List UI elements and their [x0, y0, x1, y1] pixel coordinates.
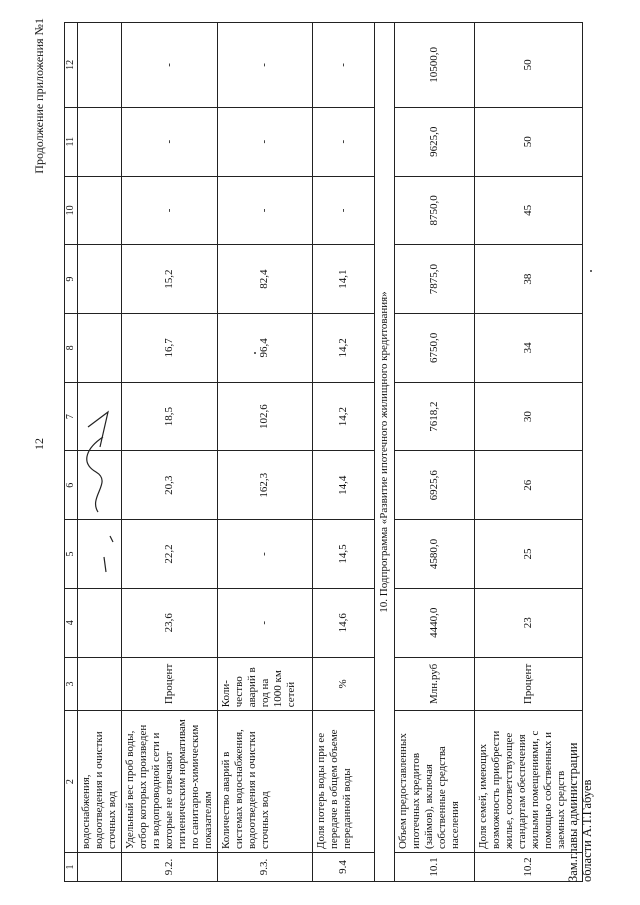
value-cell: -: [121, 23, 217, 108]
value-cell: -: [121, 107, 217, 176]
row-number: [78, 853, 122, 882]
value-cell: 23: [474, 588, 582, 657]
value-cell: 18,5: [121, 382, 217, 451]
col-num: 5: [65, 520, 78, 589]
table-row: [217, 23, 312, 882]
col-num: 7: [65, 382, 78, 451]
value-cell: 14,4: [312, 451, 374, 520]
value-cell: 162,3: [217, 451, 312, 520]
value-cell: 7875,0: [394, 245, 474, 314]
col-num: 3: [65, 657, 78, 711]
value-cell: 14,6: [312, 588, 374, 657]
unit: %: [312, 657, 374, 711]
value-cell: 9625,0: [394, 107, 474, 176]
col-num: 11: [65, 107, 78, 176]
value-cell: 34: [474, 314, 582, 383]
row-number: 9.3.: [217, 853, 312, 882]
value-cell: 102,6: [217, 382, 312, 451]
value-cell: 30: [474, 382, 582, 451]
col-num: 10: [65, 176, 78, 245]
value-cell: [78, 176, 122, 245]
indicator-name: водоснабжения, водоотведения и очистки сточных вод: [78, 711, 122, 853]
value-cell: 45: [474, 176, 582, 245]
value-cell: 25: [474, 520, 582, 589]
value-cell: 50: [474, 107, 582, 176]
value-cell: 16,7: [121, 314, 217, 383]
scan-speck: [590, 270, 592, 272]
table-row: [312, 23, 374, 882]
value-cell: -: [121, 176, 217, 245]
value-cell: -: [217, 588, 312, 657]
unit: [78, 657, 122, 711]
value-cell: -: [312, 176, 374, 245]
indicator-name: Количество аварий в системах водоснабжения, водоотведения и очистки сточных вод: [217, 711, 312, 853]
unit: Процент: [121, 657, 217, 711]
value-cell: 82,4: [217, 245, 312, 314]
value-cell: -: [217, 520, 312, 589]
row-number: 10.2: [474, 853, 582, 882]
value-cell: [78, 23, 122, 108]
col-num: 8: [65, 314, 78, 383]
value-cell: 38: [474, 245, 582, 314]
col-num: 2: [65, 711, 78, 853]
indicators-table: [64, 22, 583, 882]
value-cell: 22,2: [121, 520, 217, 589]
col-num: 9: [65, 245, 78, 314]
signature-block: [566, 743, 595, 882]
value-cell: 50: [474, 23, 582, 108]
signature-title: Зам.главы администрации: [566, 742, 580, 882]
value-cell: 14,1: [312, 245, 374, 314]
value-cell: 26: [474, 451, 582, 520]
value-cell: 7618,2: [394, 382, 474, 451]
value-cell: -: [217, 176, 312, 245]
value-cell: 20,3: [121, 451, 217, 520]
value-cell: -: [312, 107, 374, 176]
value-cell: 6750,0: [394, 314, 474, 383]
value-cell: 23,6: [121, 588, 217, 657]
value-cell: [78, 107, 122, 176]
value-cell: 14,5: [312, 520, 374, 589]
value-cell: 14,2: [312, 382, 374, 451]
row-number: 10.1: [394, 853, 474, 882]
col-num: 1: [65, 853, 78, 882]
value-cell: 10500,0: [394, 23, 474, 108]
unit: Коли-чество аварий в год на 1000 км сетей: [217, 657, 312, 711]
value-cell: 4440,0: [394, 588, 474, 657]
continuation-label: Продолжение приложения №1: [32, 18, 46, 174]
value-cell: 15,2: [121, 245, 217, 314]
signature-name: области А.Т.Габуев: [580, 779, 595, 882]
value-cell: 8750,0: [394, 176, 474, 245]
unit: Млн.руб: [394, 657, 474, 711]
value-cell: -: [217, 107, 312, 176]
value-cell: 4580,0: [394, 520, 474, 589]
page-number: 12: [32, 438, 46, 450]
value-cell: -: [217, 23, 312, 108]
table-row: [394, 23, 474, 882]
scan-speck: [254, 352, 256, 354]
indicator-name: Удельный вес проб воды, отбор которых произведен из водопроводной сети и которые не отвечают гигиеническим нормативам по санитарно-химическим показателям: [121, 711, 217, 853]
unit: Процент: [474, 657, 582, 711]
value-cell: -: [312, 23, 374, 108]
col-num: 12: [65, 23, 78, 108]
row-number: 9.2.: [121, 853, 217, 882]
section-title: 10. Подпрограмма «Развитие ипотечного жилищного кредитования»: [374, 23, 394, 882]
rotated-content: [28, 12, 613, 882]
col-num: 4: [65, 588, 78, 657]
value-cell: 6925,6: [394, 451, 474, 520]
indicator-name: Доля потерь воды при ее передаче в общем объеме переданной воды: [312, 711, 374, 853]
value-cell: [78, 245, 122, 314]
indicator-name: Объем предоставленных ипотечных кредитов (займов), включая собственные средства населения: [394, 711, 474, 853]
handwritten-signature: [58, 332, 138, 632]
indicator-name: Доля семей, имеющих возможность приобрести жилье, соответствующее стандартам обеспечения жилыми помещениями, с помощью собственных и заемных средств: [474, 711, 582, 853]
value-cell: 96,4: [217, 314, 312, 383]
col-num: 6: [65, 451, 78, 520]
value-cell: 14,2: [312, 314, 374, 383]
row-number: 9.4: [312, 853, 374, 882]
section-row: [374, 23, 394, 882]
